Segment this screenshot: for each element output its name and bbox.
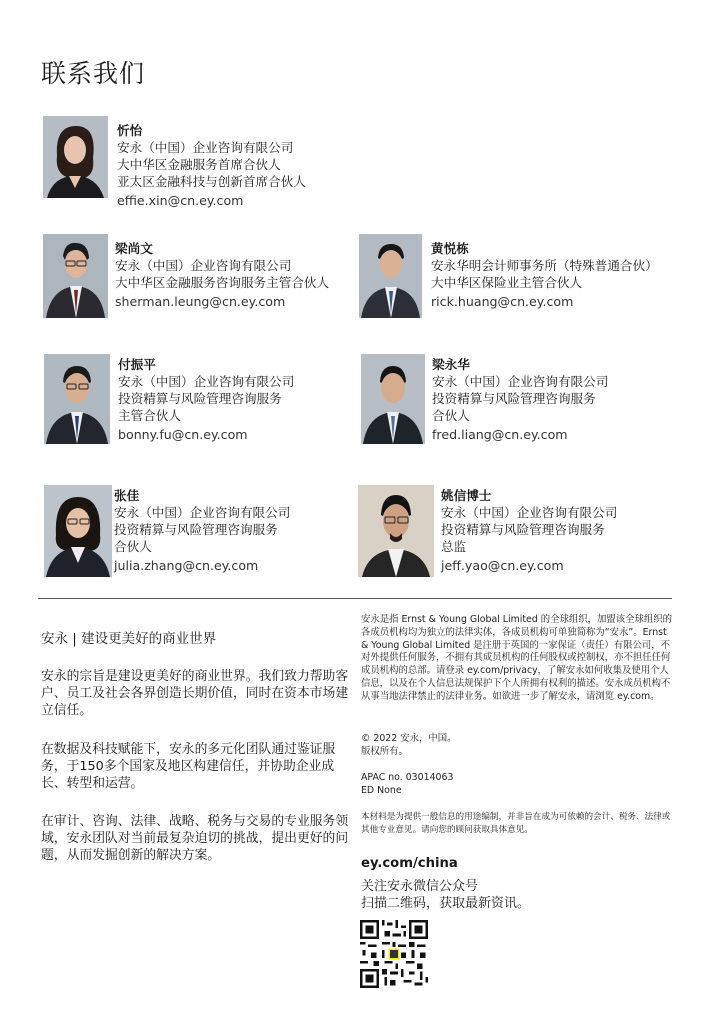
website-link[interactable]: ey.com/china bbox=[361, 856, 458, 871]
copyright-block bbox=[361, 733, 673, 759]
contact-card-sherman-leung bbox=[43, 234, 363, 324]
contact-title: 投资精算与风险管理咨询服务 bbox=[432, 391, 596, 406]
contact-name: 姚信博士 bbox=[441, 488, 492, 503]
contact-email[interactable]: effie.xin@cn.ey.com bbox=[117, 193, 244, 208]
wechat-prompt bbox=[361, 878, 673, 912]
portrait-photo bbox=[43, 116, 108, 198]
contact-card-jeff-yao bbox=[358, 485, 678, 579]
contact-company: 安永（中国）企业咨询有限公司 bbox=[115, 258, 292, 273]
portrait-photo bbox=[44, 485, 112, 577]
contact-company: 安永（中国）企业咨询有限公司 bbox=[114, 505, 291, 520]
section-divider bbox=[38, 598, 672, 599]
contact-name: 梁尚文 bbox=[115, 241, 153, 256]
copyright-line: 版权所有。 bbox=[361, 745, 408, 757]
portrait-photo bbox=[43, 234, 108, 318]
contact-email[interactable]: rick.huang@cn.ey.com bbox=[431, 294, 574, 309]
contact-title: 合伙人 bbox=[114, 539, 152, 554]
disclaimer-text: 本材料是为提供一般信息的用途编制，并非旨在成为可依赖的会计、税务、法律或其他专业意见。请向您的顾问获取具体意见。 bbox=[361, 812, 671, 835]
publication-numbers bbox=[361, 772, 673, 798]
portrait-photo bbox=[361, 354, 425, 444]
contact-name: 黄悦栋 bbox=[431, 241, 469, 256]
contact-title: 合伙人 bbox=[432, 408, 470, 423]
contact-company: 安永（中国）企业咨询有限公司 bbox=[118, 374, 295, 389]
ed-number: ED None bbox=[361, 784, 402, 796]
contact-email[interactable]: sherman.leung@cn.ey.com bbox=[115, 294, 286, 309]
contact-title: 大中华区金融服务咨询服务主管合伙人 bbox=[115, 275, 330, 290]
portrait-photo bbox=[44, 354, 110, 444]
portrait-photo bbox=[358, 485, 434, 577]
contact-name: 张佳 bbox=[114, 488, 140, 503]
contact-title: 主管合伙人 bbox=[118, 408, 181, 423]
contact-email[interactable]: jeff.yao@cn.ey.com bbox=[441, 558, 564, 573]
contact-company: 安永（中国）企业咨询有限公司 bbox=[117, 140, 294, 155]
contact-name: 忻怡 bbox=[117, 123, 143, 138]
portrait-photo bbox=[359, 234, 422, 318]
contact-name: 付振平 bbox=[118, 357, 156, 372]
contact-email[interactable]: julia.zhang@cn.ey.com bbox=[114, 558, 259, 573]
contact-card-fred-liang bbox=[361, 354, 681, 446]
copyright-line: © 2022 安永，中国。 bbox=[361, 733, 457, 744]
contact-title: 大中华区保险业主管合伙人 bbox=[431, 275, 583, 290]
contact-company: 安永（中国）企业咨询有限公司 bbox=[432, 374, 609, 389]
contact-title: 大中华区金融服务首席合伙人 bbox=[117, 157, 281, 172]
tagline: 安永 | 建设更美好的商业世界 bbox=[41, 631, 217, 647]
about-paragraph: 安永的宗旨是建设更美好的商业世界。我们致力帮助客户、员工及社会各界创造长期价值，同时在资本市场建立信任。 bbox=[41, 669, 349, 718]
about-paragraph: 在审计、咨询、法律、战略、税务与交易的专业服务领域，安永团队对当前最复杂迫切的挑战，提出更好的问题，从而发掘创新的解决方案。 bbox=[41, 814, 349, 863]
wechat-line: 扫描二维码，获取最新资讯。 bbox=[361, 896, 531, 911]
contact-card-julia-zhang bbox=[44, 485, 364, 579]
legal-notice: 安永是指 Ernst & Young Global Limited 的全球组织，加盟该全球组织的各成员机构均为独立的法律实体，各成员机构可单独简称为“安永”。Ernst & Young Global Limited 是注册于英国的一家保证（责任）有限公司，不对外提供任何服务，不拥有其成员机构的任何股权或控制权，亦不担任任何成员机构的总部。请登录 ey.com/privacy，了解安永如何收集及使用个人信息，以及在个人信息法规保护下个人所拥有权利的描述。安永成员机构不从事当地法律禁止的法律业务。如欲进一步了解安永，请浏览 ey.com。 bbox=[361, 614, 672, 702]
wechat-line: 关注安永微信公众号 bbox=[361, 879, 479, 894]
apac-number: APAC no. 03014063 bbox=[361, 772, 454, 783]
contact-title: 投资精算与风险管理咨询服务 bbox=[441, 522, 605, 537]
contact-card-effie-xin bbox=[43, 116, 363, 216]
contact-title: 总监 bbox=[441, 539, 467, 554]
contact-title: 亚太区金融科技与创新首席合伙人 bbox=[117, 174, 306, 189]
contact-name: 梁永华 bbox=[432, 357, 470, 372]
contact-email[interactable]: fred.liang@cn.ey.com bbox=[432, 427, 568, 442]
contact-company: 安永华明会计师事务所（特殊普通合伙） bbox=[431, 258, 658, 273]
contact-company: 安永（中国）企业咨询有限公司 bbox=[441, 505, 618, 520]
about-paragraph: 在数据及科技赋能下，安永的多元化团队通过鉴证服务，于150多个国家及地区构建信任，并协助企业成长、转型和运营。 bbox=[41, 742, 336, 791]
contact-email[interactable]: bonny.fu@cn.ey.com bbox=[118, 427, 248, 442]
contact-card-rick-huang bbox=[359, 234, 679, 324]
wechat-qr-code-icon bbox=[360, 920, 428, 988]
contact-card-bonny-fu bbox=[44, 354, 364, 446]
contact-title: 投资精算与风险管理咨询服务 bbox=[114, 522, 278, 537]
page-title: 联系我们 bbox=[41, 59, 146, 88]
contact-title: 投资精算与风险管理咨询服务 bbox=[118, 391, 282, 406]
